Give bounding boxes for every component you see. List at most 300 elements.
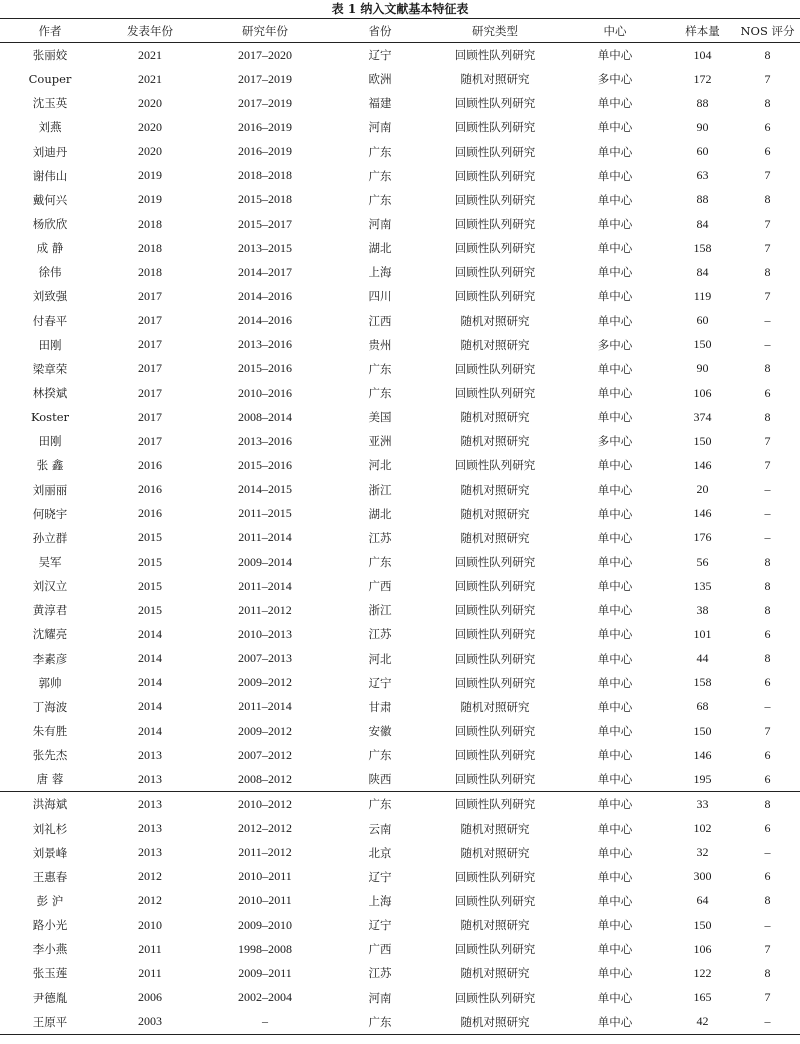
cell-study-years: 2011–2014 — [238, 578, 292, 593]
cell-center: 单中心 — [597, 410, 633, 425]
cell-study-type: 回顾性队列研究 — [454, 748, 536, 763]
cell-author: 尹德胤 — [32, 990, 68, 1005]
table-row — [0, 260, 800, 284]
cell-center: 单中心 — [597, 555, 633, 570]
cell-author: 沈玉英 — [32, 96, 68, 111]
cell-nos-score: – — [764, 1014, 771, 1029]
table-row — [0, 550, 800, 574]
col-author: 作者 — [0, 19, 100, 43]
cell-sample-size: 88 — [696, 95, 709, 110]
cell-nos-score: 7 — [764, 457, 771, 472]
cell-pub-year: 2012 — [138, 869, 162, 884]
cell-province: 湖北 — [368, 241, 392, 256]
cell-province: 广东 — [368, 168, 392, 183]
col-center: 中心 — [560, 19, 670, 43]
cell-author: 张 鑫 — [36, 458, 64, 473]
cell-sample-size: 122 — [693, 965, 712, 980]
cell-province: 河南 — [368, 120, 392, 135]
cell-study-years: 2009–2011 — [238, 965, 292, 980]
cell-center: 单中心 — [597, 845, 633, 860]
cell-nos-score: 7 — [764, 71, 771, 86]
cell-study-years: 2014–2015 — [238, 482, 292, 497]
cell-study-years: 2014–2017 — [238, 264, 292, 279]
cell-pub-year: 2003 — [138, 1014, 162, 1029]
cell-nos-score: 7 — [764, 941, 771, 956]
col-nos-score: NOS 评分 — [735, 19, 800, 43]
cell-study-years: 2007–2013 — [238, 651, 292, 666]
table-row — [0, 574, 800, 598]
cell-study-type: 回顾性队列研究 — [454, 386, 536, 401]
cell-province: 广东 — [368, 555, 392, 570]
cell-pub-year: 2014 — [138, 675, 162, 690]
table-row — [0, 381, 800, 405]
table-row — [0, 115, 800, 139]
cell-nos-score: 8 — [735, 792, 800, 817]
cell-province: 广西 — [368, 942, 392, 957]
cell-center: 单中心 — [597, 821, 633, 836]
cell-study-years: 2008–2012 — [238, 771, 292, 786]
cell-nos-score: – — [764, 699, 771, 714]
table-row — [0, 719, 800, 743]
cell-pub-year: 2016 — [138, 457, 162, 472]
table-row — [0, 429, 800, 453]
cell-pub-year: 2020 — [138, 119, 162, 134]
cell-center: 单中心 — [597, 96, 633, 111]
cell-province: 安徽 — [368, 724, 392, 738]
cell-center: 单中心 — [597, 699, 633, 714]
cell-study-type: 回顾性队列研究 — [454, 144, 536, 159]
cell-pub-year: 2019 — [138, 168, 162, 183]
table-row — [0, 212, 800, 236]
cell-study-type: 回顾性队列研究 — [454, 942, 536, 957]
cell-province: 广东 — [368, 748, 392, 763]
cell-study-years: 2009–2012 — [238, 723, 292, 738]
cell-nos-score: 7 — [764, 216, 771, 231]
cell-author: 唐 蓉 — [36, 772, 64, 787]
cell-author: 徐伟 — [38, 265, 62, 280]
cell-author: 杨欣欣 — [32, 217, 68, 232]
table-row — [0, 865, 800, 889]
table-row — [0, 598, 800, 622]
table-row — [0, 91, 800, 115]
cell-sample-size: 158 — [693, 240, 712, 255]
cell-nos-score: 7 — [764, 240, 771, 255]
cell-center: 单中心 — [597, 579, 633, 594]
cell-center: 多中心 — [597, 434, 633, 449]
cell-study-type: 随机对照研究 — [460, 482, 530, 497]
cell-pub-year: 2016 — [138, 482, 162, 497]
cell-center: 单中心 — [597, 120, 633, 135]
cell-study-type: 回顾性队列研究 — [454, 869, 536, 884]
cell-province: 上海 — [368, 893, 392, 908]
cell-center: 多中心 — [597, 337, 633, 352]
cell-author: 王惠春 — [32, 869, 68, 884]
cell-author: 郭帅 — [38, 675, 62, 690]
cell-study-years: 2013–2016 — [238, 337, 292, 352]
cell-study-years: 2011–2014 — [238, 699, 292, 714]
cell-pub-year: 2006 — [138, 990, 162, 1005]
cell-author: 洪海斌 — [0, 792, 100, 817]
cell-study-years: 2015–2016 — [238, 457, 292, 472]
cell-sample-size: 90 — [696, 119, 709, 134]
cell-study-type: 回顾性队列研究 — [454, 772, 536, 787]
cell-sample-size: 64 — [696, 893, 709, 908]
cell-study-type: 回顾性队列研究 — [454, 120, 536, 135]
cell-province: 湖北 — [368, 506, 392, 521]
cell-nos-score: – — [764, 530, 771, 545]
cell-study-years: 2011–2015 — [238, 506, 292, 521]
cell-center: 单中心 — [597, 530, 633, 545]
cell-pub-year: 2018 — [138, 240, 162, 255]
cell-study-years: 2017–2019 — [238, 71, 292, 86]
cell-nos-score: 7 — [764, 288, 771, 303]
cell-study-years: 2002–2004 — [238, 990, 292, 1005]
cell-pub-year: 2015 — [138, 578, 162, 593]
cell-sample-size: 33 — [670, 792, 735, 817]
cell-sample-size: 90 — [696, 361, 709, 376]
cell-author: 彭 沪 — [36, 893, 64, 908]
cell-center: 单中心 — [597, 724, 633, 738]
cell-study-years: 2016–2019 — [238, 144, 292, 159]
cell-author: 路小光 — [32, 918, 68, 933]
cell-study-years: 2013–2016 — [238, 433, 292, 448]
cell-author: 田刚 — [38, 434, 62, 449]
cell-nos-score: 8 — [764, 47, 771, 62]
cell-study-type: 随机对照研究 — [460, 313, 530, 328]
cell-study-type: 随机对照研究 — [460, 966, 530, 981]
header-row — [0, 19, 800, 43]
cell-sample-size: 102 — [693, 821, 712, 836]
cell-nos-score: 8 — [764, 965, 771, 980]
cell-study-years: 2010–2016 — [238, 385, 292, 400]
cell-study-type: 回顾性队列研究 — [454, 724, 536, 738]
cell-center: 单中心 — [560, 792, 670, 817]
cell-study-years: 2017–2020 — [238, 47, 292, 62]
cell-province: 福建 — [368, 96, 392, 111]
table-row — [0, 671, 800, 695]
cell-sample-size: 150 — [693, 337, 712, 352]
cell-study-years: 2015–2018 — [238, 192, 292, 207]
cell-province: 广东 — [330, 792, 430, 817]
cell-center: 单中心 — [597, 651, 633, 666]
cell-study-years: 2015–2017 — [238, 216, 292, 231]
cell-author: 黄淳君 — [32, 603, 68, 618]
cell-center: 单中心 — [597, 918, 633, 933]
cell-study-type: 随机对照研究 — [460, 821, 530, 836]
cell-study-type: 回顾性队列研究 — [454, 48, 536, 63]
cell-sample-size: 63 — [696, 168, 709, 183]
cell-center: 单中心 — [597, 990, 633, 1005]
cell-study-type: 回顾性队列研究 — [454, 168, 536, 183]
cell-province: 美国 — [368, 410, 392, 425]
col-sample-size: 样本量 — [670, 19, 735, 43]
cell-study-type: 随机对照研究 — [460, 337, 530, 352]
table-row — [0, 333, 800, 357]
cell-study-type: 回顾性队列研究 — [430, 792, 560, 817]
cell-pub-year: 2011 — [138, 965, 162, 980]
table-row — [0, 817, 800, 841]
cell-author: 林揆斌 — [32, 386, 68, 401]
cell-pub-year: 2012 — [138, 893, 162, 908]
cell-author: 刘礼杉 — [32, 821, 68, 836]
cell-pub-year: 2017 — [138, 361, 162, 376]
cell-study-type: 随机对照研究 — [460, 699, 530, 714]
cell-sample-size: 146 — [693, 457, 712, 472]
table-row — [0, 1010, 800, 1035]
cell-study-years: 2010–2011 — [238, 893, 292, 908]
cell-nos-score: 6 — [764, 144, 771, 159]
cell-study-years: 2011–2012 — [238, 845, 292, 860]
cell-nos-score: 8 — [764, 554, 771, 569]
cell-author: 刘迪丹 — [32, 144, 68, 159]
cell-nos-score: 7 — [764, 433, 771, 448]
cell-sample-size: 135 — [693, 578, 712, 593]
cell-study-type: 随机对照研究 — [460, 918, 530, 933]
cell-center: 单中心 — [597, 627, 633, 642]
cell-center: 单中心 — [597, 361, 633, 376]
cell-province: 辽宁 — [368, 869, 392, 884]
cell-province: 云南 — [368, 821, 392, 836]
cell-author: 付春平 — [32, 313, 68, 328]
cell-pub-year: 2020 — [138, 95, 162, 110]
cell-province: 亚洲 — [368, 434, 392, 449]
cell-sample-size: 146 — [693, 747, 712, 762]
cell-nos-score: – — [764, 313, 771, 328]
cell-province: 辽宁 — [368, 918, 392, 933]
cell-sample-size: 84 — [696, 216, 709, 231]
cell-nos-score: 7 — [764, 990, 771, 1005]
cell-center: 单中心 — [597, 603, 633, 618]
cell-nos-score: – — [764, 337, 771, 352]
cell-author: 李小燕 — [32, 942, 68, 957]
cell-study-type: 回顾性队列研究 — [454, 458, 536, 473]
cell-center: 单中心 — [597, 192, 633, 207]
cell-study-type: 随机对照研究 — [460, 845, 530, 860]
cell-study-type: 回顾性队列研究 — [454, 651, 536, 666]
cell-author: 何晓宇 — [32, 506, 68, 521]
cell-nos-score: 8 — [764, 192, 771, 207]
cell-sample-size: 106 — [693, 941, 712, 956]
cell-author: 吴军 — [38, 555, 62, 570]
table-row — [0, 767, 800, 792]
cell-pub-year: 2015 — [138, 554, 162, 569]
cell-sample-size: 172 — [693, 71, 712, 86]
cell-center: 单中心 — [597, 168, 633, 183]
cell-author: 梁章荣 — [32, 361, 68, 376]
table-row — [0, 622, 800, 646]
cell-study-type: 回顾性队列研究 — [454, 192, 536, 207]
cell-pub-year: 2014 — [138, 723, 162, 738]
cell-pub-year: 2016 — [138, 506, 162, 521]
cell-pub-year: 2014 — [138, 626, 162, 641]
cell-center: 单中心 — [597, 241, 633, 256]
cell-province: 陕西 — [368, 772, 392, 787]
cell-center: 单中心 — [597, 289, 633, 304]
cell-sample-size: 150 — [693, 723, 712, 738]
cell-pub-year: 2020 — [138, 144, 162, 159]
cell-sample-size: 101 — [693, 626, 712, 641]
table-row — [0, 937, 800, 961]
table-row — [0, 961, 800, 985]
cell-nos-score: 6 — [764, 385, 771, 400]
cell-author: 丁海波 — [32, 699, 68, 714]
cell-study-type: 随机对照研究 — [460, 506, 530, 521]
cell-province: 江苏 — [368, 530, 392, 545]
cell-sample-size: 300 — [693, 869, 712, 884]
cell-center: 单中心 — [597, 458, 633, 473]
cell-pub-year: 2015 — [138, 602, 162, 617]
cell-author: 李素彦 — [32, 651, 68, 666]
cell-study-type: 随机对照研究 — [460, 72, 530, 87]
cell-center: 单中心 — [597, 942, 633, 957]
table-row — [0, 67, 800, 91]
cell-study-type: 回顾性队列研究 — [454, 555, 536, 570]
cell-center: 多中心 — [597, 72, 633, 87]
table-row — [0, 526, 800, 550]
cell-author: 戴何兴 — [32, 192, 68, 207]
table-row — [0, 502, 800, 526]
cell-sample-size: 56 — [696, 554, 709, 569]
cell-center: 单中心 — [597, 893, 633, 908]
cell-center: 单中心 — [597, 386, 633, 401]
cell-author: 沈耀亮 — [32, 627, 68, 642]
cell-center: 单中心 — [597, 217, 633, 232]
cell-author: 张先杰 — [32, 748, 68, 763]
cell-sample-size: 20 — [696, 482, 709, 497]
table-row — [0, 43, 800, 68]
cell-sample-size: 32 — [696, 845, 709, 860]
cell-province: 江西 — [368, 313, 392, 328]
cell-study-type: 回顾性队列研究 — [454, 96, 536, 111]
cell-province: 辽宁 — [368, 675, 392, 690]
cell-study-years: 2011–2014 — [238, 530, 292, 545]
cell-nos-score: 6 — [764, 869, 771, 884]
cell-author: 张玉莲 — [32, 966, 68, 981]
cell-center: 单中心 — [597, 772, 633, 787]
cell-province: 河北 — [368, 651, 392, 666]
table-row — [0, 985, 800, 1009]
cell-sample-size: 68 — [696, 699, 709, 714]
cell-author: 张丽姣 — [32, 48, 68, 63]
cell-pub-year: 2018 — [138, 264, 162, 279]
table-caption: 表 1 纳入文献基本特征表 — [331, 2, 469, 16]
cell-author: 王原平 — [32, 1014, 68, 1029]
cell-nos-score: – — [764, 845, 771, 860]
cell-sample-size: 165 — [693, 990, 712, 1005]
cell-center: 单中心 — [597, 313, 633, 328]
cell-study-years: 2012–2012 — [238, 821, 292, 836]
cell-study-type: 回顾性队列研究 — [454, 893, 536, 908]
cell-study-type: 回顾性队列研究 — [454, 627, 536, 642]
cell-nos-score: 6 — [764, 771, 771, 786]
table-row — [0, 889, 800, 913]
cell-pub-year: 2019 — [138, 192, 162, 207]
cell-study-years: 2010–2011 — [238, 869, 292, 884]
cell-pub-year: 2013 — [138, 821, 162, 836]
cell-province: 广东 — [368, 144, 392, 159]
cell-nos-score: 6 — [764, 119, 771, 134]
cell-center: 单中心 — [597, 144, 633, 159]
cell-pub-year: 2013 — [100, 792, 200, 817]
cell-sample-size: 88 — [696, 192, 709, 207]
cell-pub-year: 2013 — [138, 771, 162, 786]
col-study-years: 研究年份 — [200, 19, 330, 43]
cell-center: 单中心 — [597, 482, 633, 497]
cell-pub-year: 2011 — [138, 941, 162, 956]
cell-study-years: 2014–2016 — [238, 288, 292, 303]
cell-province: 广东 — [368, 386, 392, 401]
table-row — [0, 236, 800, 260]
cell-nos-score: 6 — [764, 747, 771, 762]
cell-center: 单中心 — [597, 265, 633, 280]
cell-pub-year: 2014 — [138, 699, 162, 714]
cell-author: 刘汉立 — [32, 579, 68, 594]
cell-province: 河北 — [368, 458, 392, 473]
cell-province: 河南 — [368, 217, 392, 232]
table-row — [0, 478, 800, 502]
cell-study-type: 随机对照研究 — [460, 1014, 530, 1029]
cell-study-type: 回顾性队列研究 — [454, 289, 536, 304]
cell-study-years: 2017–2019 — [238, 95, 292, 110]
cell-sample-size: 150 — [693, 433, 712, 448]
cell-nos-score: – — [764, 482, 771, 497]
cell-province: 广东 — [368, 361, 392, 376]
cell-nos-score: 8 — [764, 602, 771, 617]
cell-nos-score: 8 — [764, 651, 771, 666]
cell-study-type: 回顾性队列研究 — [454, 241, 536, 256]
cell-sample-size: 44 — [696, 651, 709, 666]
cell-center: 单中心 — [597, 748, 633, 763]
cell-nos-score: 6 — [764, 626, 771, 641]
cell-study-type: 回顾性队列研究 — [454, 990, 536, 1005]
cell-author: Couper — [28, 72, 72, 87]
cell-author: 田刚 — [38, 337, 62, 352]
cell-pub-year: 2018 — [138, 216, 162, 231]
cell-pub-year: 2017 — [138, 337, 162, 352]
cell-sample-size: 158 — [693, 675, 712, 690]
cell-study-type: 回顾性队列研究 — [454, 265, 536, 280]
cell-province: 四川 — [368, 289, 392, 304]
cell-province: 浙江 — [368, 482, 392, 497]
cell-province: 浙江 — [368, 603, 392, 618]
col-pub-year: 发表年份 — [100, 19, 200, 43]
cell-study-years: 2007–2012 — [238, 747, 292, 762]
cell-nos-score: 8 — [764, 95, 771, 110]
cell-province: 河南 — [368, 990, 392, 1005]
cell-study-type: 随机对照研究 — [460, 434, 530, 449]
cell-sample-size: 119 — [693, 288, 712, 303]
cell-study-type: 回顾性队列研究 — [454, 603, 536, 618]
cell-author: 刘致强 — [32, 289, 68, 304]
cell-study-years: 2010–2013 — [238, 626, 292, 641]
cell-nos-score: 8 — [764, 893, 771, 908]
table-row — [0, 841, 800, 865]
characteristics-table — [0, 18, 800, 1035]
cell-nos-score: 8 — [764, 361, 771, 376]
cell-author: 孙立群 — [32, 530, 68, 545]
cell-province: 上海 — [368, 265, 392, 280]
cell-pub-year: 2014 — [138, 651, 162, 666]
cell-nos-score: 8 — [764, 578, 771, 593]
cell-pub-year: 2010 — [138, 917, 162, 932]
cell-province: 广东 — [368, 1014, 392, 1029]
cell-study-years: 2009–2010 — [238, 917, 292, 932]
table-row — [0, 164, 800, 188]
cell-study-years: 2015–2016 — [238, 361, 292, 376]
cell-study-type: 回顾性队列研究 — [454, 579, 536, 594]
cell-study-type: 回顾性队列研究 — [454, 361, 536, 376]
cell-nos-score: 8 — [764, 409, 771, 424]
